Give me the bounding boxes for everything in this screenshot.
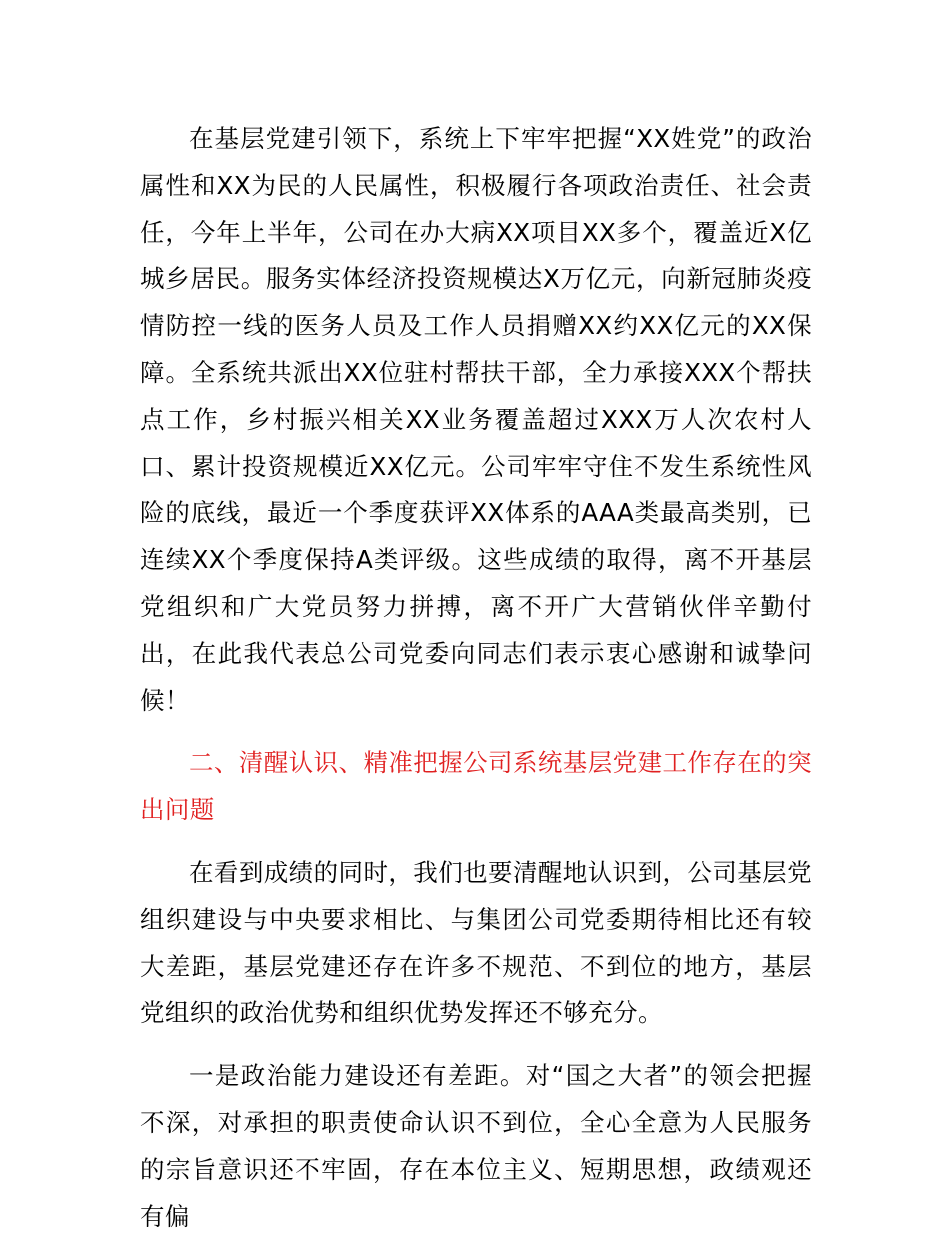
document-body bbox=[140, 116, 812, 1240]
paragraph-shortcomings: 在看到成绩的同时，我们也要清醒地认识到，公司基层党组织建设与中央要求相比、与集团公司党委期待相比还有较大差距，基层党建还存在许多不规范、不到位的地方，基层党组织的政治优势和组织优势发挥还不够充分。 bbox=[140, 857, 812, 1028]
section-heading-2: 二、清醒认识、精准把握公司系统基层党建工作存在的突出问题 bbox=[140, 748, 812, 825]
paragraph-political-capacity: 一是政治能力建设还有差距。对“国之大者”的领会把握不深，对承担的职责使命认识不到位，全心全意为人民服务的宗旨意识还不牢固，存在本位主义、短期思想，政绩观还有偏 bbox=[140, 1061, 812, 1231]
paragraph-achievements: 在基层党建引领下，系统上下牢牢把握“XX姓党”的政治属性和XX为民的人民属性，积极履行各项政治责任、社会责任，今年上半年，公司在办大病XX项目XX多个，覆盖近X亿城乡居民。服务实体经济投资规模达X万亿元，向新冠肺炎疫情防控一线的医务人员及工作人员捐赠XX约XX亿元的XX保障。全系统共派出XX位驻村帮扶干部，全力承接XXX个帮扶点工作，乡村振兴相关XX业务覆盖超过XXX万人次农村人口、累计投资规模近XX亿元。公司牢牢守住不发生系统性风险的底线，最近一个季度获评XX体系的AAA类最高类别，已连续XX个季度保持A类评级。这些成绩的取得，离不开基层党组织和广大党员努力拼搏，离不开广大营销伙伴辛勤付出，在此我代表总公司党委向同志们表示衷心感谢和诚挚问候！ bbox=[140, 124, 812, 715]
